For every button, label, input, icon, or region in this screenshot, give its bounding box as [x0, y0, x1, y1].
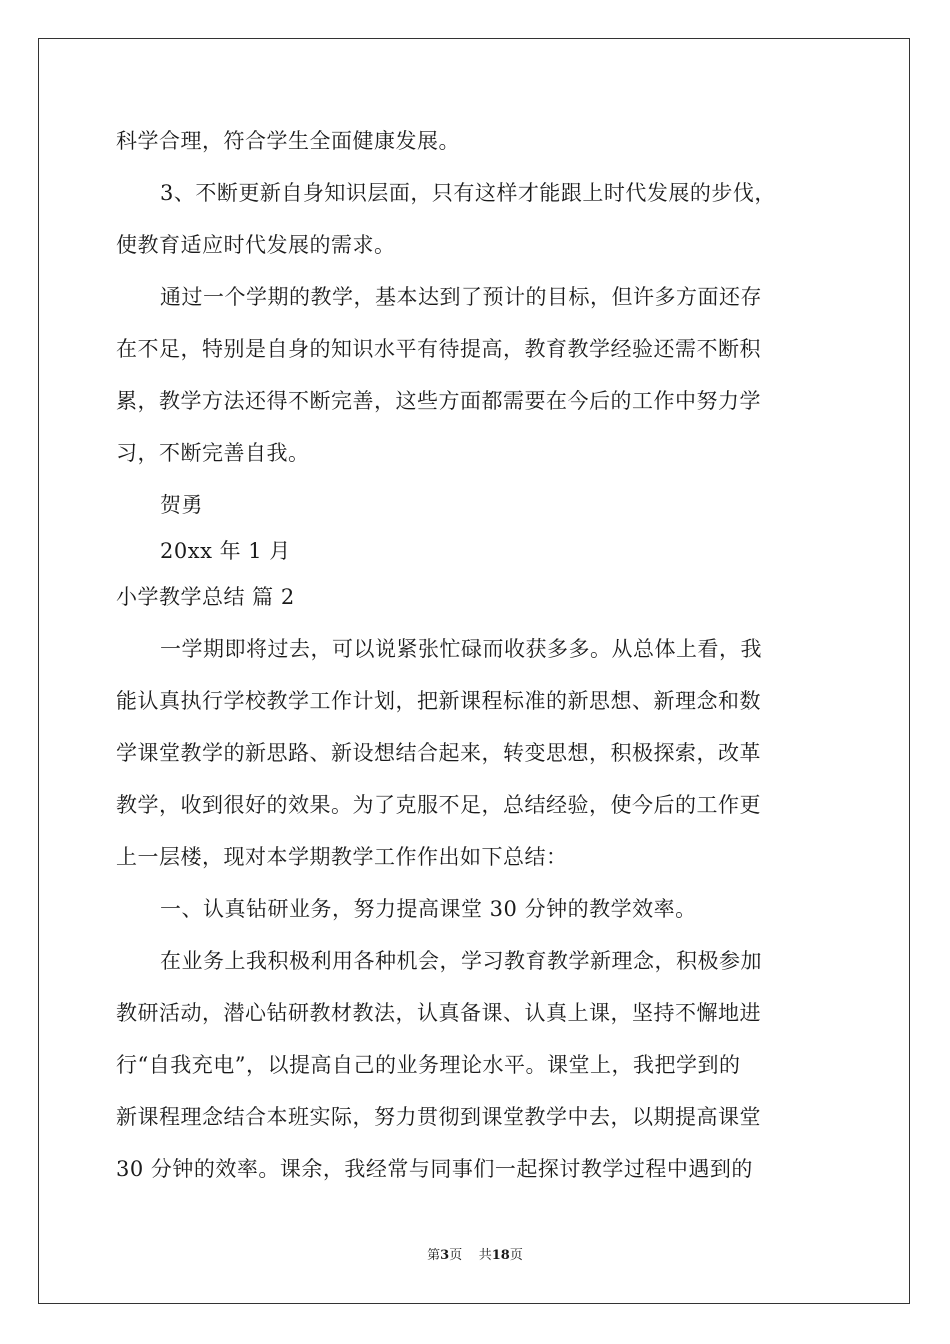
- signature-name: 贺勇: [160, 493, 203, 517]
- text-line: 新课程理念结合本班实际，努力贯彻到课堂教学中去，以期提高课堂: [116, 1105, 761, 1129]
- footer-middle: 页 共: [449, 1248, 492, 1263]
- text-line: 3、不断更新自身知识层面，只有这样才能跟上时代发展的步伐，: [160, 181, 776, 205]
- footer-prefix: 第: [427, 1248, 441, 1263]
- text-line: 一学期即将过去，可以说紧张忙碌而收获多多。从总体上看，我: [160, 637, 762, 661]
- current-page-number: 3: [440, 1248, 450, 1263]
- subheading-line: 一、认真钻研业务，努力提高课堂 30 分钟的教学效率。: [160, 897, 697, 921]
- text-line: 教研活动，潜心钻研教材教法，认真备课、认真上课，坚持不懈地进: [116, 1001, 761, 1025]
- page-footer: [0, 1247, 950, 1265]
- text-line: 科学合理，符合学生全面健康发展。: [116, 129, 460, 153]
- text-line: 习，不断完善自我。: [116, 441, 310, 465]
- text-line: 使教育适应时代发展的需求。: [116, 233, 396, 257]
- text-line: 在不足，特别是自身的知识水平有待提高，教育教学经验还需不断积: [116, 337, 761, 361]
- signature-date: 20xx 年 1 月: [160, 539, 291, 563]
- text-line: 通过一个学期的教学，基本达到了预计的目标，但许多方面还存: [160, 285, 762, 309]
- section-heading: 小学教学总结 篇 2: [116, 585, 295, 609]
- total-page-number: 18: [491, 1248, 510, 1263]
- text-line: 在业务上我积极利用各种机会，学习教育教学新理念，积极参加: [160, 949, 762, 973]
- text-line: 累，教学方法还得不断完善，这些方面都需要在今后的工作中努力学: [116, 389, 761, 413]
- text-line: 教学，收到很好的效果。为了克服不足，总结经验，使今后的工作更: [116, 793, 761, 817]
- text-line: 能认真执行学校教学工作计划，把新课程标准的新思想、新理念和数: [116, 689, 761, 713]
- footer-suffix: 页: [509, 1248, 523, 1263]
- text-line: 30 分钟的效率。课余，我经常与同事们一起探讨教学过程中遇到的: [116, 1157, 753, 1181]
- text-line: 行“自我充电”，以提高自己的业务理论水平。课堂上，我把学到的: [116, 1053, 741, 1077]
- text-line: 学课堂教学的新思路、新设想结合起来，转变思想，积极探索，改革: [116, 741, 761, 765]
- text-line: 上一层楼，现对本学期教学工作作出如下总结：: [116, 845, 568, 869]
